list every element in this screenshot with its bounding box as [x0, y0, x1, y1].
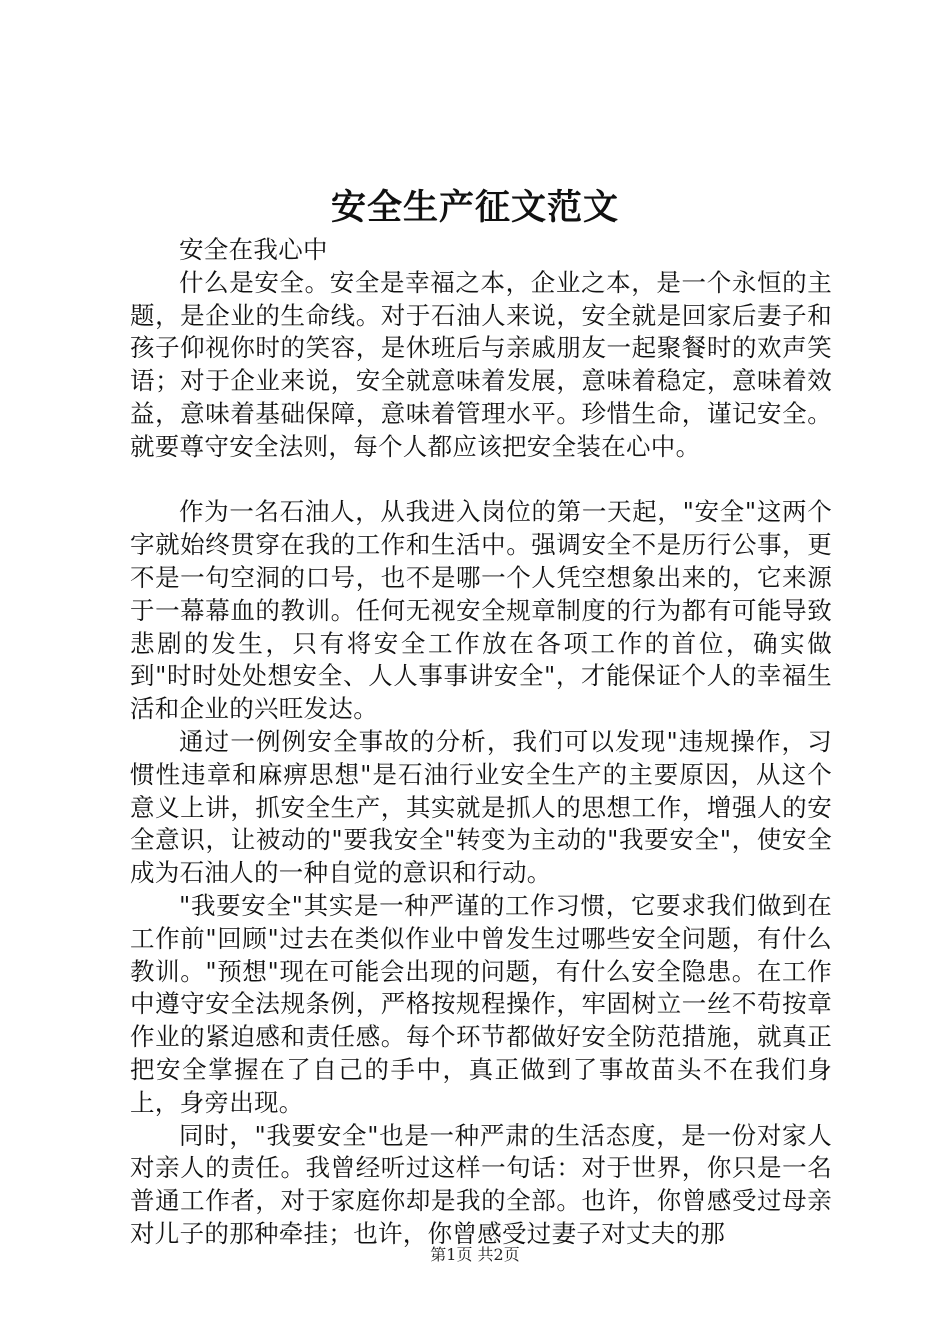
paragraph-5: 同时，"我要安全"也是一种严肃的生活态度，是一份对家人对亲人的责任。我曾经听过这样一句话：对于世界，你只是一名普通工作者，对于家庭你却是我的全部。也许，你曾感受过母亲对儿子的那种牵挂；也许，你曾感受过妻子对丈夫的那: [130, 1120, 832, 1248]
document-body: [130, 234, 832, 1251]
paragraph-4: "我要安全"其实是一种严谨的工作习惯，它要求我们做到在工作前"回顾"过去在类似作业中曾发生过哪些安全问题，有什么教训。"预想"现在可能会出现的问题，有什么安全隐患。在工作中遵守安全法规条例，严格按规程操作，牢固树立一丝不苟按章作业的紧迫感和责任感。每个环节都做好安全防范措施，就真正把安全掌握在了自己的手中，真正做到了事故苗头不在我们身上，身旁出现。: [130, 890, 832, 1117]
paragraph-1: 什么是安全。安全是幸福之本，企业之本，是一个永恒的主题，是企业的生命线。对于石油人来说，安全就是回家后妻子和孩子仰视你时的笑容，是休班后与亲戚朋友一起聚餐时的欢声笑语；对于企业来说，安全就意味着发展，意味着稳定，意味着效益，意味着基础保障，意味着管理水平。珍惜生命，谨记安全。就要尊守安全法则，每个人都应该把安全装在心中。: [130, 267, 832, 461]
paragraph-3: 通过一例例安全事故的分析，我们可以发现"违规操作，习惯性违章和麻痹思想"是石油行业安全生产的主要原因，从这个意义上讲，抓安全生产，其实就是抓人的思想工作，增强人的安全意识，让被动的"要我安全"转变为主动的"我要安全"，使安全成为石油人的一种自觉的意识和行动。: [130, 726, 832, 888]
paragraph-2: 作为一名石油人，从我进入岗位的第一天起，"安全"这两个字就始终贯穿在我的工作和生活中。强调安全不是历行公事，更不是一句空洞的口号，也不是哪一个人凭空想象出来的，它来源于一幕幕血的教训。任何无视安全规章制度的行为都有可能导致悲剧的发生，只有将安全工作放在各项工作的首位，确实做到"时时处处想安全、人人事事讲安全"，才能保证个人的幸福生活和企业的兴旺发达。: [130, 497, 832, 724]
document-subtitle: 安全在我心中: [179, 235, 328, 264]
page-number-footer: 第1页 共2页: [430, 1245, 520, 1264]
document-title: 安全生产征文范文: [330, 187, 619, 228]
paragraph-spacer: [130, 464, 832, 497]
